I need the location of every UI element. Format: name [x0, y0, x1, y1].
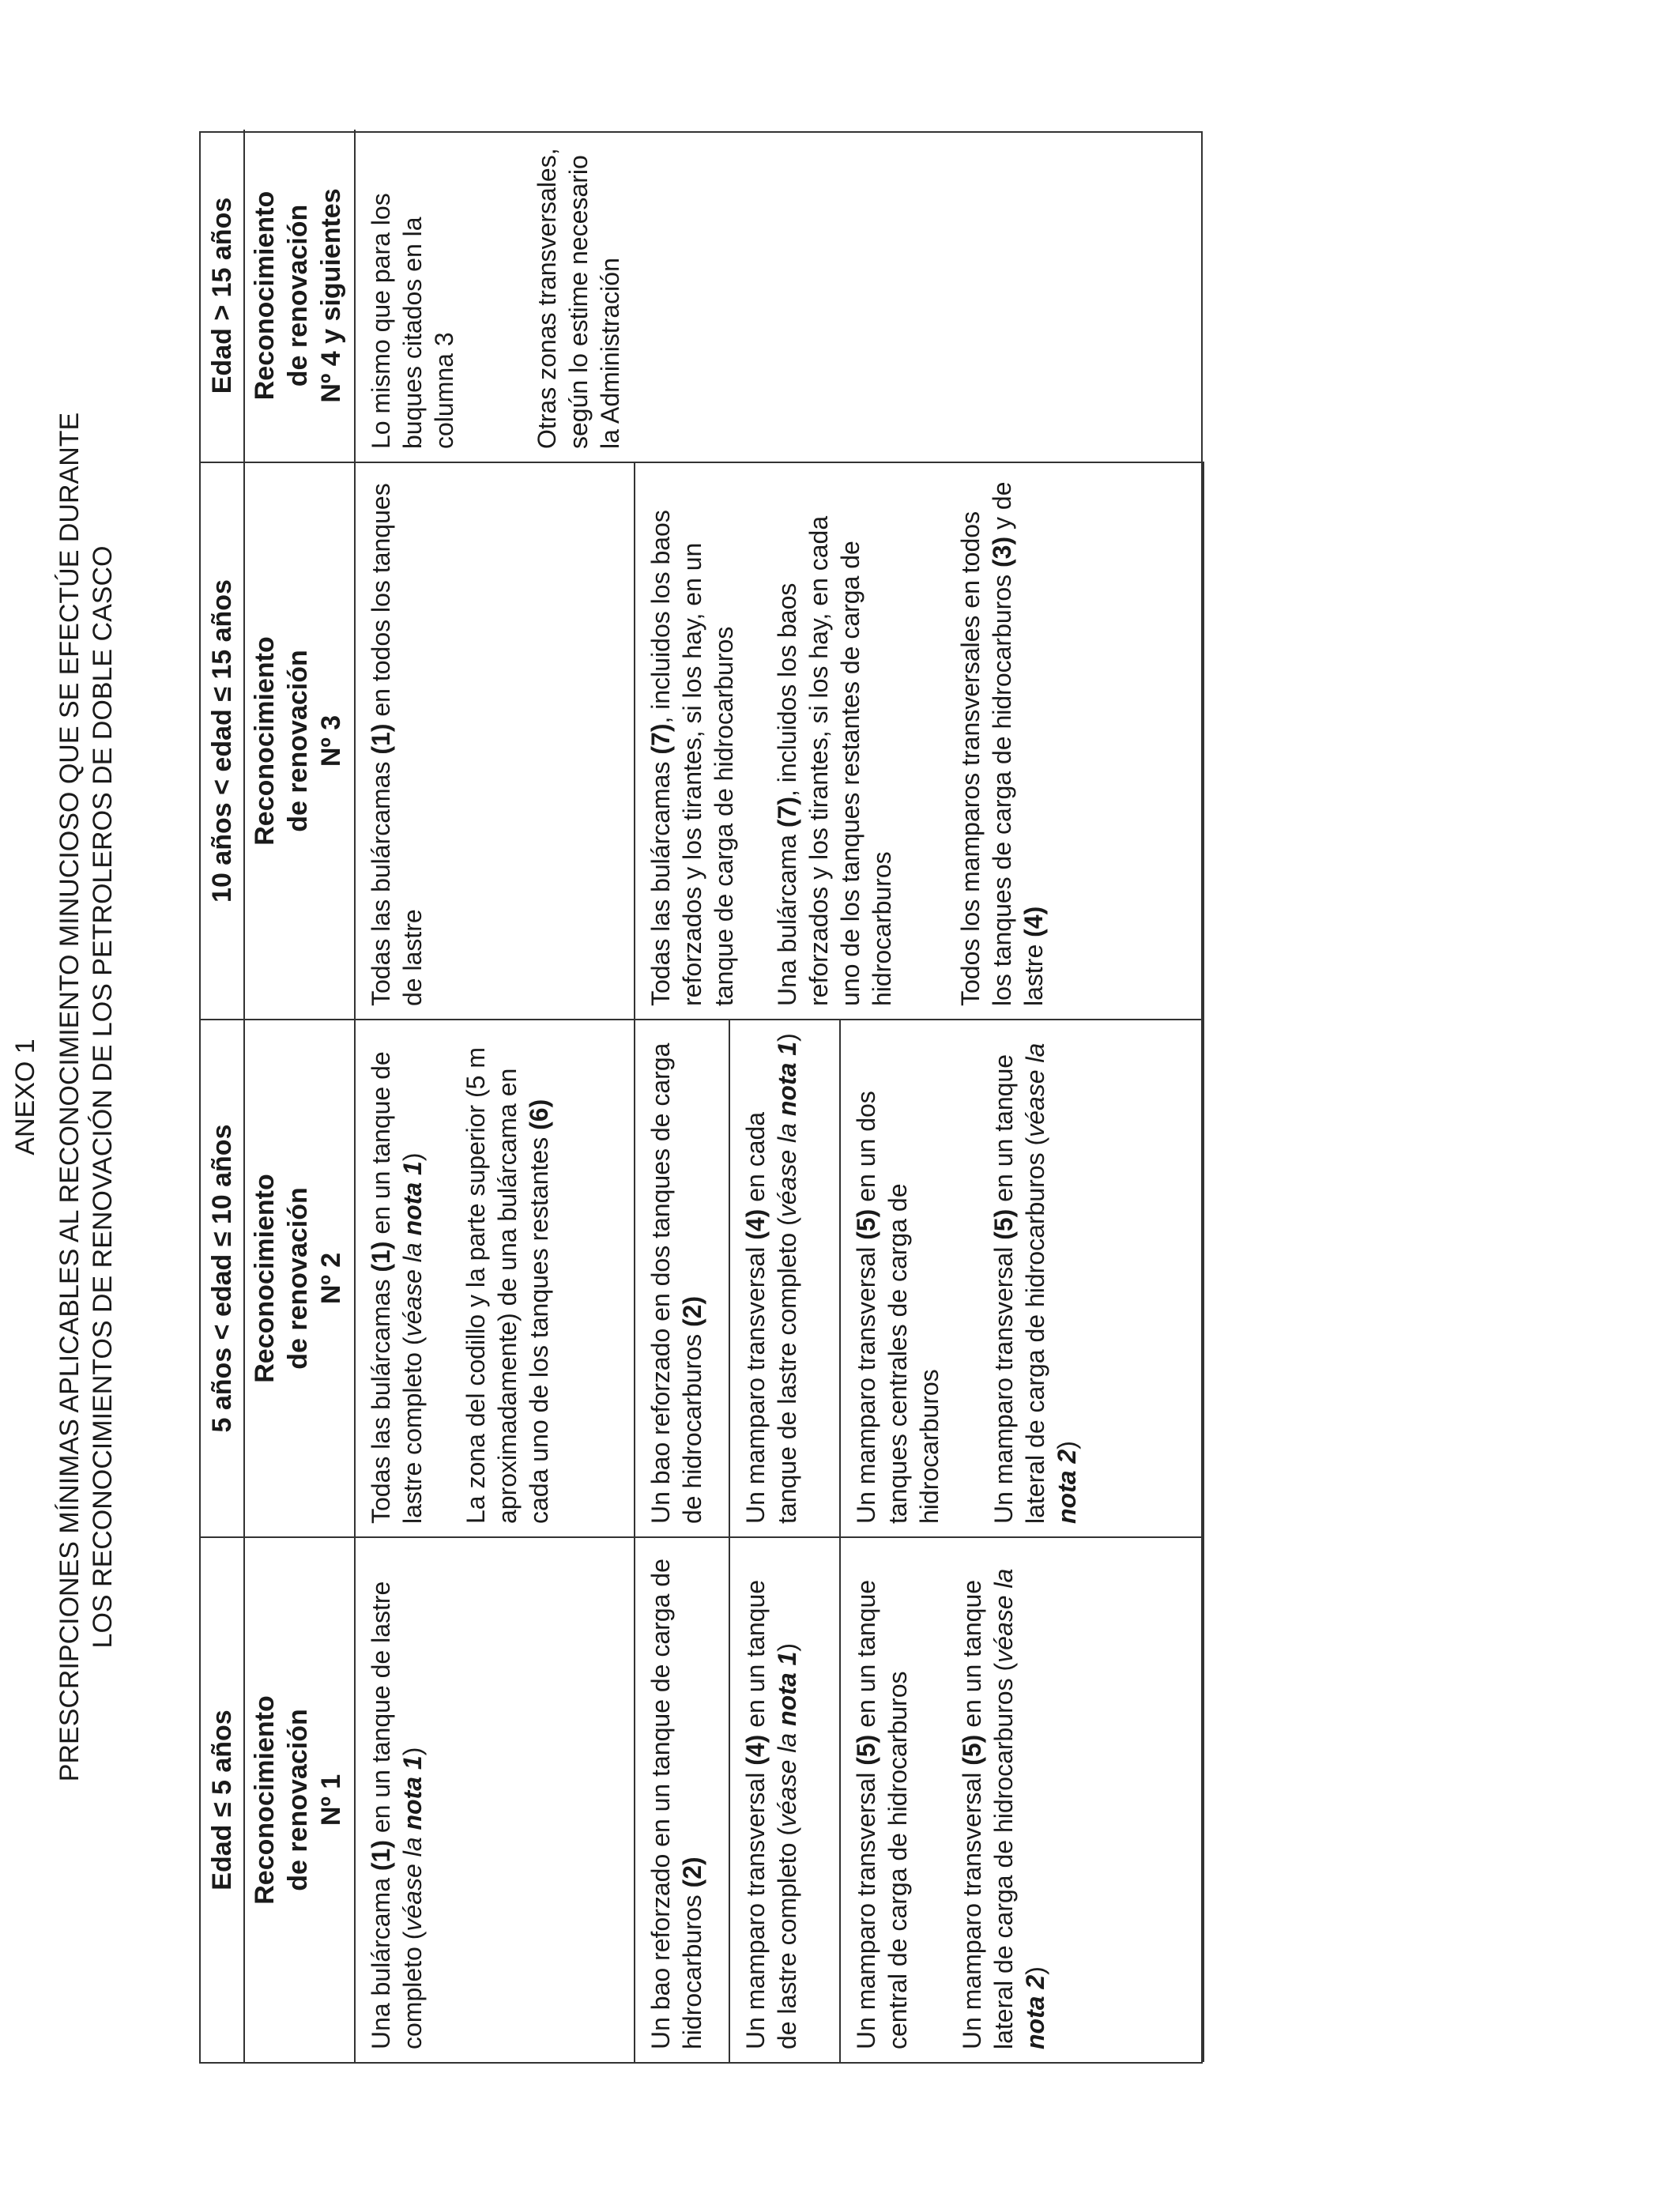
survey-line: Reconocimiento	[250, 190, 280, 401]
col1-bulkheads-cargo: Un mamparo transversal (5) en un tanque central de carga de hidrocarburos Un mamparo transversal (5) en un tanque lateral de carga de hidrocarburos (véase la nota 2)	[841, 1536, 1204, 2062]
title-line-1: PRESCRIPCIONES MÍNIMAS APLICABLES AL RECONOCIMIENTO MINUCIOSO QUE SE EFECTÚE DURANTE	[55, 412, 85, 1782]
col3-ballast-web-frames: Todas las bulárcamas (1) en todos los tanques de lastre	[356, 462, 635, 1019]
survey-line: Reconocimiento	[250, 1695, 280, 1905]
col4-other-zones: Otras zonas transversales, según lo estime necesario la Administración	[533, 148, 624, 449]
survey-line: de renovación	[283, 204, 313, 387]
col2-web-frames: Todas las bulárcamas (1) en un tanque de lastre completo (véase la nota 1) La zona del codillo y la parte superior (5 m aproximadamente) de una bulárcama en cada uno de los tanques restantes (6)	[356, 1019, 635, 1536]
title-line-2: LOS RECONOCIMIENTOS DE RENOVACIÓN DE LOS PETROLEROS DE DOBLE CASCO	[88, 545, 118, 1649]
survey-line: de renovación	[283, 1187, 313, 1370]
col2-bulkheads-cargo: Un mamparo transversal (5) en un dos tanques centrales de carga de hidrocarburos Un mamparo transversal (5) en un tanque lateral de carga de hidrocarburos (véase la nota 2)	[841, 1019, 1204, 1536]
col1-deck-transverse: Un bao reforzado en un tanque de carga de hidrocarburos (2)	[635, 1536, 730, 2062]
survey-line: de renovación	[283, 1709, 313, 1891]
survey-line: Nº 3	[316, 714, 346, 767]
col1-web-frame: Una bulárcama (1) en un tanque de lastre completo (véase la nota 1)	[356, 1536, 635, 2062]
survey-line: Reconocimiento	[250, 1174, 280, 1383]
survey-header-col1	[245, 1536, 356, 2062]
survey-line: Nº 1	[316, 1774, 346, 1826]
survey-line: Nº 4 y siguientes	[316, 188, 346, 403]
survey-line: de renovación	[283, 650, 313, 832]
survey-header-col3	[245, 462, 356, 1019]
requirements-table	[199, 131, 1203, 2064]
age-header-col3: 10 años < edad ≤ 15 años	[201, 462, 245, 1019]
col1-bulkhead-ballast: Un mamparo transversal (4) en un tanque de lastre completo (véase la nota 1)	[730, 1536, 841, 2062]
col2-bulkhead-ballast: Un mamparo transversal (4) en cada tanque de lastre completo (véase la nota 1)	[730, 1019, 841, 1536]
age-header-col4: Edad > 15 años	[201, 130, 245, 462]
col4-requirements	[356, 130, 1204, 462]
age-header-col1: Edad ≤ 5 años	[201, 1536, 245, 2062]
annex-label: ANEXO 1	[10, 1039, 40, 1155]
col4-same-as-col3: Lo mismo que para los buques citados en la columna 3	[367, 193, 458, 449]
col3-cargo-web-frames: Todas las bulárcamas (7), incluidos los baos reforzados y los tirantes, si los hay, en un tanque de carga de hidrocarburos Una bulárcama (7), incluidos los baos reforzados y los tirantes, si los hay, en cada uno de los tanques restantes de carga de hidrocarburos Todos los mamparos transversales en todos los tanques de carga de hidrocarburos (3) y de lastre (4)	[635, 462, 1204, 1019]
survey-header-col2	[245, 1019, 356, 1536]
col2-deck-transverse: Un bao reforzado en dos tanques de carga de hidrocarburos (2)	[635, 1019, 730, 1536]
survey-line: Reconocimiento	[250, 636, 280, 846]
survey-line: Nº 2	[316, 1252, 346, 1305]
age-header-col2: 5 años < edad ≤ 10 años	[201, 1019, 245, 1536]
survey-header-col4	[245, 130, 356, 462]
